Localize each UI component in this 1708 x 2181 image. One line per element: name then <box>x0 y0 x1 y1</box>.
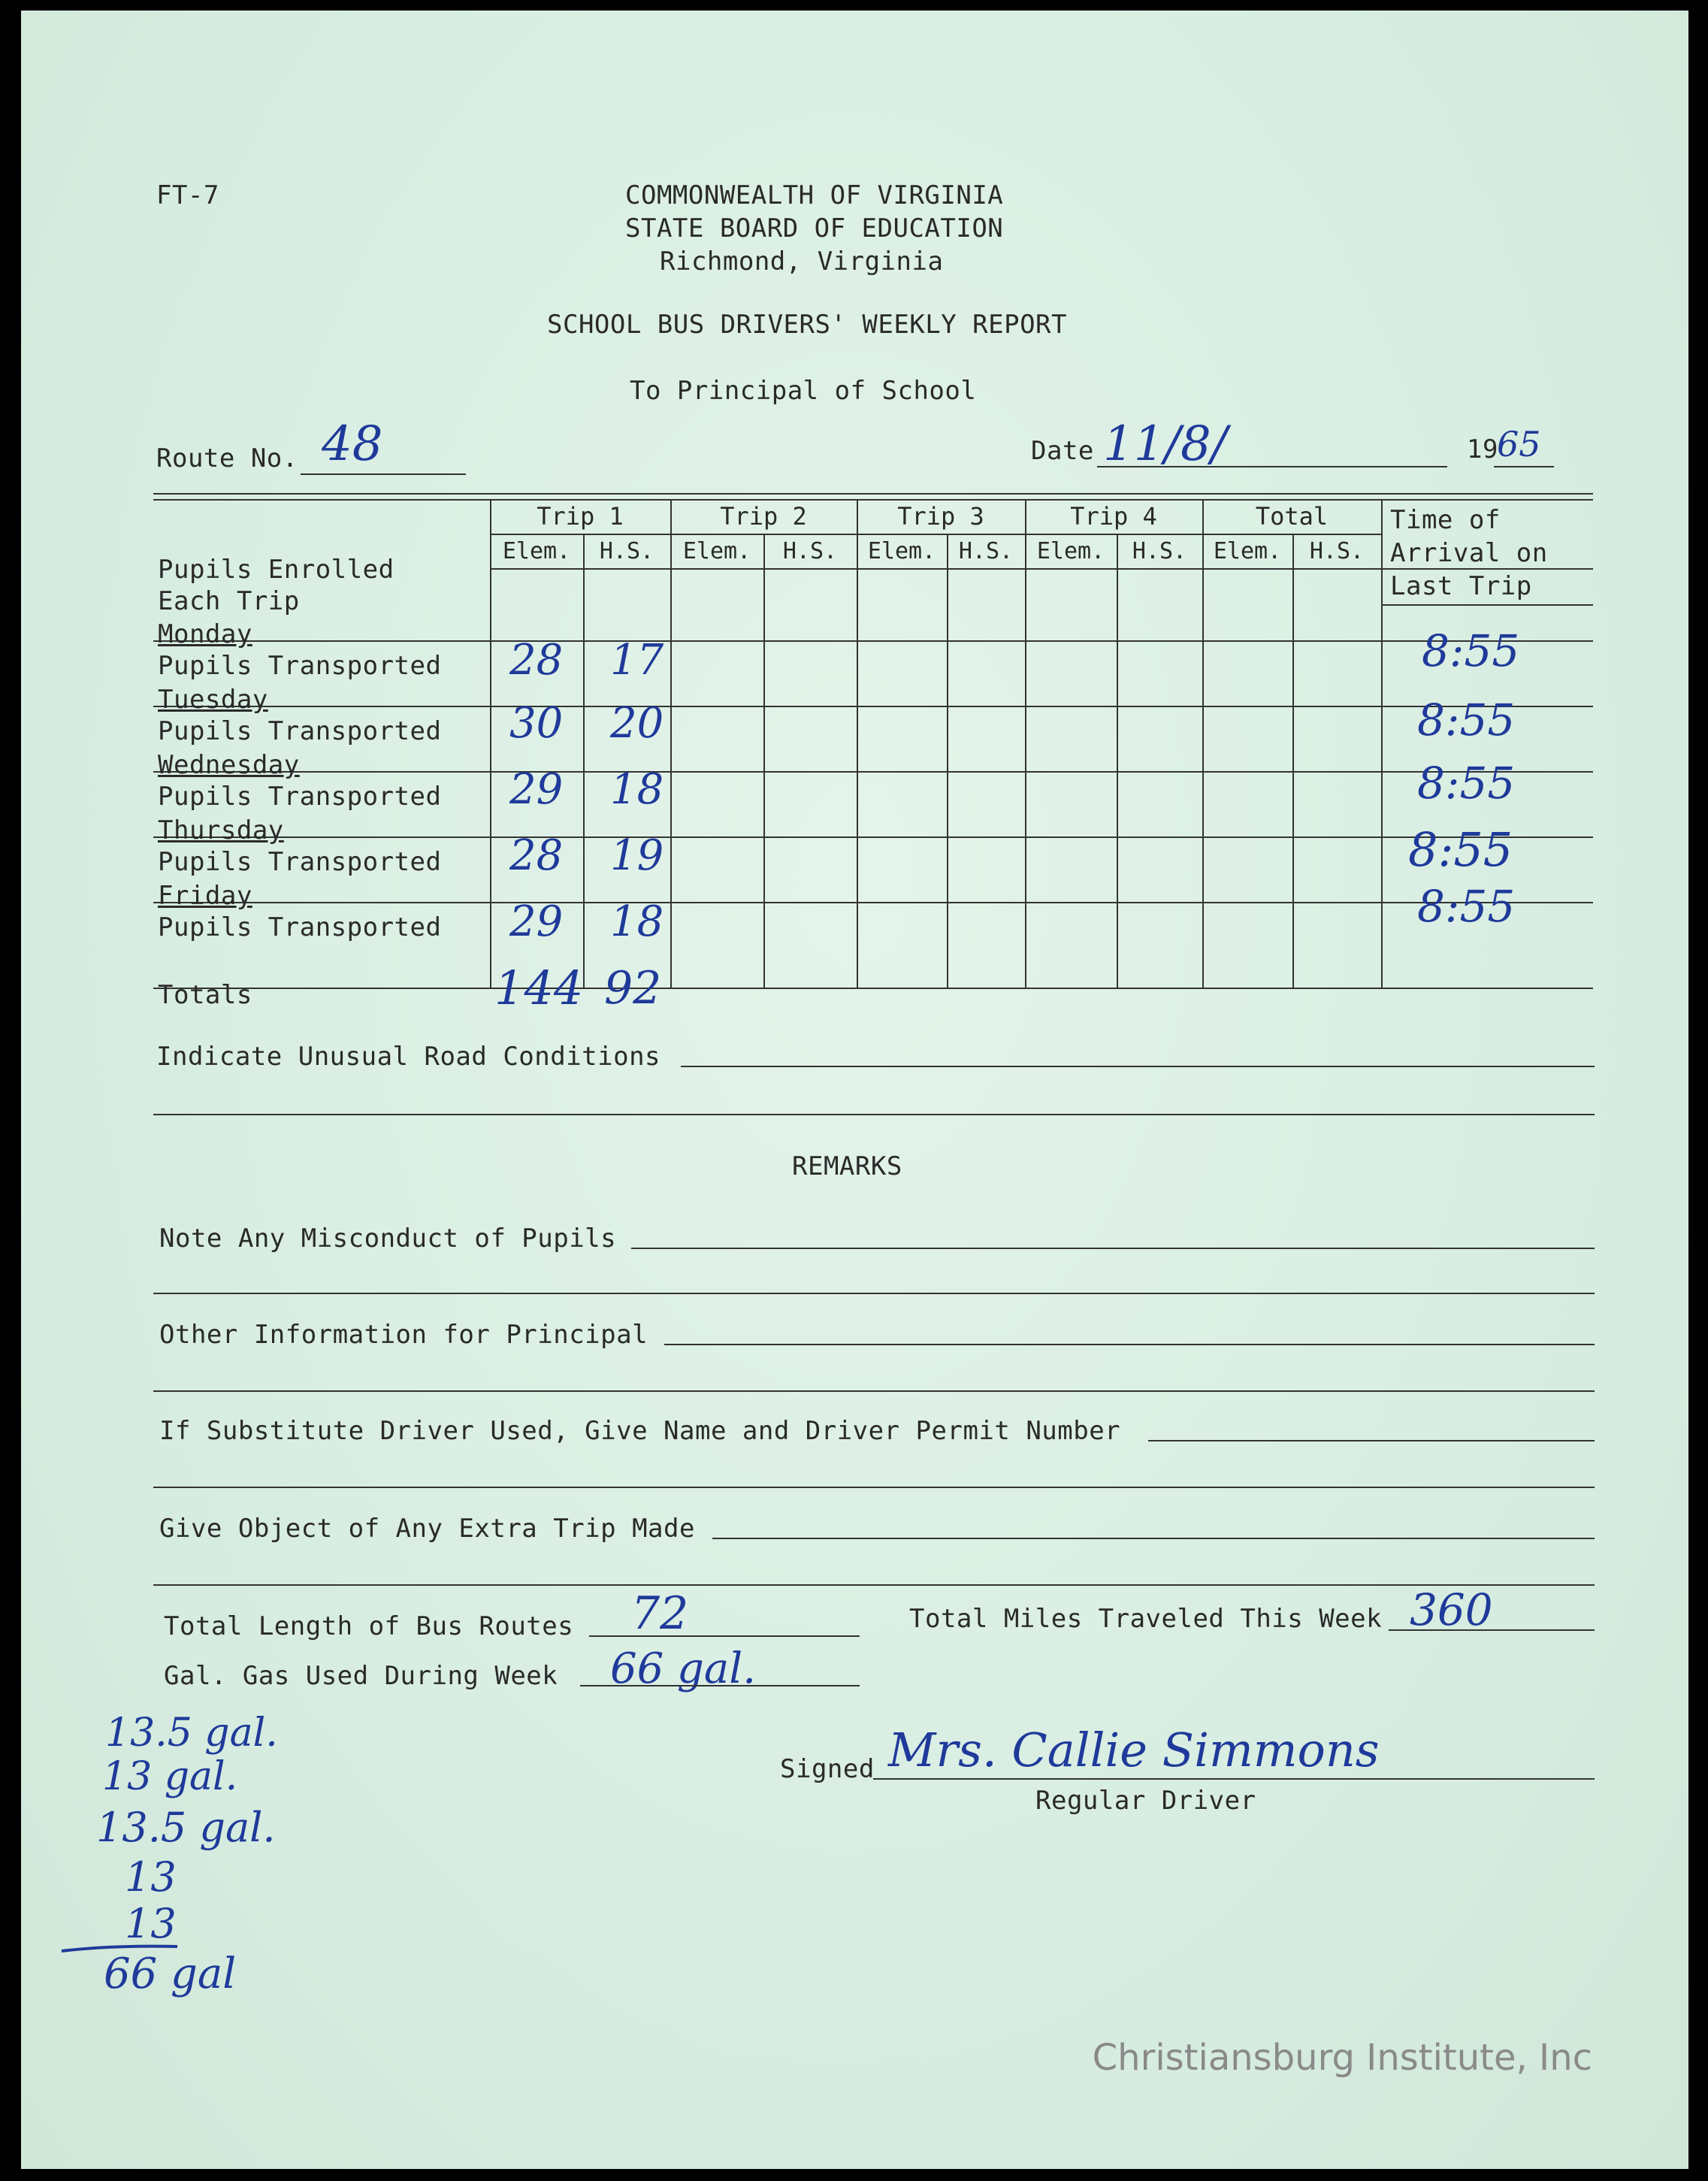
substitute-line-2[interactable] <box>153 1487 1595 1488</box>
trip-header-rule <box>490 534 1381 535</box>
header-board: STATE BOARD OF EDUCATION <box>625 213 1004 244</box>
margin-note-5: 13 <box>125 1900 177 1947</box>
total-header: Total <box>1255 502 1329 531</box>
day-tuesday: Tuesday <box>158 685 268 715</box>
margin-note-2: 13 gal. <box>102 1754 238 1799</box>
route-length-line[interactable] <box>589 1635 860 1637</box>
trip-2-header: Trip 2 <box>720 502 807 531</box>
other-info-line-2[interactable] <box>153 1390 1595 1392</box>
monday-time: 8:55 <box>1422 625 1520 676</box>
col-line-9 <box>1202 499 1204 988</box>
signature-caption: Regular Driver <box>1035 1786 1256 1816</box>
wednesday-time: 8:55 <box>1417 758 1516 809</box>
route-value: 48 <box>322 416 383 472</box>
each-trip-label: Each Trip <box>158 586 300 616</box>
row-label-wednesday: Pupils Transported <box>158 782 442 812</box>
report-title: SCHOOL BUS DRIVERS' WEEKLY REPORT <box>547 310 1068 340</box>
thursday-rule <box>153 836 1593 838</box>
wednesday-rule <box>153 771 1593 773</box>
tuesday-time: 8:55 <box>1417 694 1516 746</box>
margin-note-6: 66 gal <box>104 1950 237 1998</box>
time-header-rule <box>1381 604 1593 606</box>
margin-note-1: 13.5 gal. <box>105 1711 278 1756</box>
margin-note-3: 13.5 gal. <box>96 1804 276 1851</box>
road-conditions-line-2[interactable] <box>153 1114 1595 1115</box>
date-year-underline <box>1494 466 1554 467</box>
misconduct-line-1[interactable] <box>631 1248 1595 1249</box>
row-label-friday: Pupils Transported <box>158 912 442 942</box>
misconduct-line-2[interactable] <box>153 1293 1595 1294</box>
report-form <box>21 11 1688 2169</box>
extra-trip-line-2[interactable] <box>153 1584 1595 1586</box>
trip-3-header: Trip 3 <box>897 502 984 531</box>
date-value: 11/8/ <box>1103 416 1228 472</box>
tuesday-hs: 20 <box>610 699 664 748</box>
time-header-line2: Arrival on <box>1390 538 1548 568</box>
day-wednesday: Wednesday <box>158 750 300 780</box>
friday-rule <box>153 902 1593 903</box>
signature-line[interactable] <box>873 1778 1595 1780</box>
row-label-monday: Pupils Transported <box>158 651 442 681</box>
date-underline <box>1097 466 1447 467</box>
date-year-prefix: 19 <box>1467 434 1498 464</box>
monday-elem: 28 <box>509 636 564 685</box>
time-header-line3: Last Trip <box>1390 571 1532 601</box>
col-line-5 <box>857 499 858 988</box>
friday-time: 8:55 <box>1417 881 1516 932</box>
route-length-label: Total Length of Bus Routes <box>164 1611 574 1641</box>
header-commonwealth: COMMONWEALTH OF VIRGINIA <box>625 180 1004 210</box>
substitute-label: If Substitute Driver Used, Give Name and Driver Permit Number <box>159 1416 1121 1446</box>
date-label: Date <box>1031 436 1094 466</box>
route-length-value: 72 <box>631 1587 689 1640</box>
miles-label: Total Miles Traveled This Week <box>909 1604 1383 1634</box>
form-id: FT-7 <box>156 180 219 210</box>
tuesday-elem: 30 <box>509 699 564 748</box>
time-header-line1: Time of <box>1390 505 1501 535</box>
header-city: Richmond, Virginia <box>660 247 944 277</box>
substitute-line-1[interactable] <box>1148 1440 1595 1441</box>
col-line-8 <box>1117 534 1118 988</box>
trip-4-header: Trip 4 <box>1070 502 1157 531</box>
route-underline <box>301 473 466 475</box>
trip-1-elem-header: Elem. <box>502 538 571 564</box>
tuesday-rule <box>153 706 1593 707</box>
extra-trip-line-1[interactable] <box>712 1538 1595 1539</box>
totals-label: Totals <box>158 980 252 1010</box>
watermark: Christiansburg Institute, Inc <box>1092 2037 1592 2079</box>
trip-3-elem-header: Elem. <box>867 538 936 564</box>
total-hs-header: H.S. <box>1309 538 1365 564</box>
pupils-enrolled-label: Pupils Enrolled <box>158 555 395 585</box>
miles-line[interactable] <box>1389 1629 1595 1631</box>
thursday-elem: 28 <box>509 831 564 880</box>
thursday-hs: 19 <box>610 831 664 880</box>
other-info-label: Other Information for Principal <box>159 1320 648 1350</box>
extra-trip-label: Give Object of Any Extra Trip Made <box>159 1514 695 1544</box>
report-subtitle: To Principal of School <box>630 376 977 406</box>
remarks-title: REMARKS <box>792 1151 902 1181</box>
friday-elem: 29 <box>509 897 564 946</box>
gas-line[interactable] <box>580 1685 860 1686</box>
gas-label: Gal. Gas Used During Week <box>164 1661 558 1691</box>
road-conditions-line-1[interactable] <box>681 1066 1595 1067</box>
col-line-1 <box>490 499 491 988</box>
col-line-7 <box>1025 499 1026 988</box>
thursday-time: 8:55 <box>1408 822 1513 877</box>
misconduct-label: Note Any Misconduct of Pupils <box>159 1224 617 1254</box>
wednesday-hs: 18 <box>610 765 664 814</box>
signature-value: Mrs. Callie Simmons <box>888 1723 1380 1777</box>
trip-4-hs-header: H.S. <box>1132 538 1187 564</box>
trip-2-hs-header: H.S. <box>782 538 838 564</box>
miles-value: 360 <box>1410 1584 1493 1635</box>
wednesday-elem: 29 <box>509 765 564 814</box>
other-info-line-1[interactable] <box>664 1344 1595 1345</box>
day-monday: Monday <box>158 619 252 649</box>
trip-1-hs-header: H.S. <box>599 538 654 564</box>
col-line-2 <box>583 534 585 988</box>
col-line-3 <box>670 499 672 988</box>
trip-3-hs-header: H.S. <box>958 538 1014 564</box>
trip-1-header: Trip 1 <box>537 502 624 531</box>
col-line-10 <box>1292 534 1294 988</box>
row-label-thursday: Pupils Transported <box>158 847 442 877</box>
col-line-11 <box>1381 499 1383 988</box>
totals-elem: 144 <box>494 960 584 1015</box>
trip-2-elem-header: Elem. <box>682 538 751 564</box>
friday-hs: 18 <box>610 897 664 946</box>
subheader-rule <box>490 568 1593 570</box>
date-year-value: 65 <box>1497 424 1541 464</box>
col-line-4 <box>763 534 765 988</box>
road-conditions-label: Indicate Unusual Road Conditions <box>156 1042 661 1072</box>
margin-note-4: 13 <box>125 1853 177 1901</box>
monday-hs: 17 <box>610 636 664 685</box>
trip-4-elem-header: Elem. <box>1036 538 1105 564</box>
row-label-tuesday: Pupils Transported <box>158 716 442 746</box>
signed-label: Signed <box>780 1754 875 1784</box>
day-friday: Friday <box>158 881 252 911</box>
total-elem-header: Elem. <box>1213 538 1282 564</box>
day-thursday: Thursday <box>158 815 284 845</box>
totals-hs: 92 <box>604 962 662 1015</box>
totals-rule <box>153 988 1593 989</box>
table-top-rule <box>153 493 1593 495</box>
table-top-rule-2 <box>153 499 1593 501</box>
gas-value: 66 gal. <box>610 1644 757 1693</box>
col-line-6 <box>947 534 948 988</box>
monday-rule <box>153 640 1593 642</box>
route-label: Route No. <box>156 443 298 473</box>
